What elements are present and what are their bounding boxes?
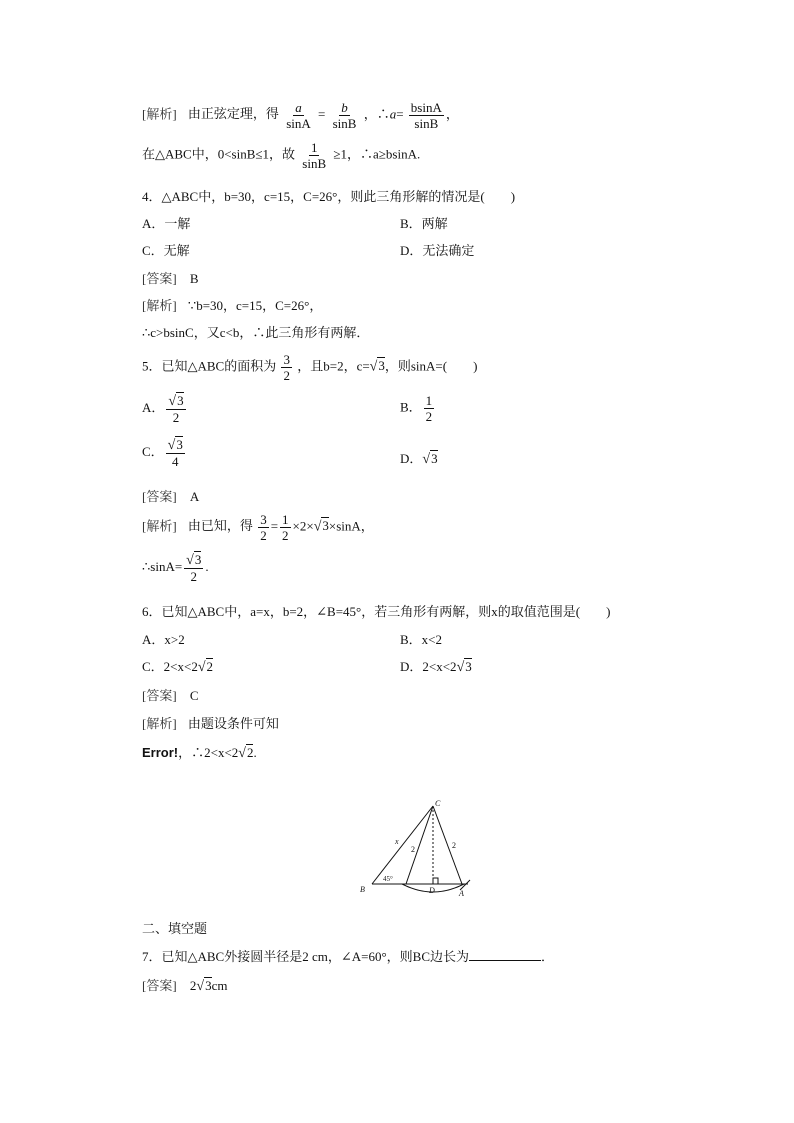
q4-analysis-2: ∴c>bsinC，又c<b，∴此三角形有两解． [142, 325, 370, 340]
q4-stem: 4．△ABC中，b=30，c=15，C=26°，则此三角形解的情况是( ) [142, 189, 516, 204]
den: sinA [286, 116, 311, 131]
q5-option-b: B． $\frac{1}{2}$ [400, 393, 433, 424]
q5-stem: 5．已知△ABC的面积为 $\frac{3}{2}$ ，且b=2，c=√3，则sinA=( ) [142, 352, 478, 383]
q6-option-d: D．2<x<2√3 [400, 659, 472, 675]
q4-option-c: C．无解 [142, 243, 190, 258]
q7-answer [142, 975, 228, 995]
right-angle-mark [433, 878, 438, 884]
q6-option-b: B．x<2 [400, 632, 443, 647]
fraction: $\frac{√3}{2}$ [186, 552, 202, 584]
q5-result [142, 552, 209, 584]
text: ，则sinA=( ) [384, 358, 478, 374]
text: 在△ABC中，0<sinB≤1，故 [142, 146, 296, 162]
triangle-figure [355, 800, 480, 900]
num: 1 [425, 393, 433, 408]
radicand: 3 [205, 978, 212, 993]
error-text: Error! [142, 745, 179, 760]
den: 2 [283, 368, 290, 383]
coef: 2 [189, 978, 197, 993]
radicand: 3 [322, 518, 329, 534]
eq: = [318, 106, 326, 122]
answer-value: B [189, 271, 199, 286]
label-d: D [429, 886, 435, 895]
q5-option-a: A． $\frac{√3}{2}$ [142, 393, 184, 425]
unit: cm [211, 978, 228, 993]
answer-tag: [答案] [142, 688, 177, 703]
eq: = [396, 106, 404, 122]
text: ，∴ [363, 106, 390, 122]
text: 7．已知△ABC外接圆半径是2 cm，∠A=60°，则BC边长为 [142, 949, 470, 964]
q4-option-a: A．一解 [142, 216, 191, 231]
side-ca [433, 806, 462, 884]
analysis-tag: [解析] [142, 298, 177, 313]
q6-option-a: A．x>2 [142, 632, 185, 647]
num: 3 [260, 512, 267, 527]
q4-option-b: B．两解 [400, 216, 448, 231]
q6-error-line: Error!，∴2<x<2√2. [142, 745, 257, 761]
text: 由题设条件可知 [187, 716, 279, 731]
var: a [389, 106, 397, 122]
num: 1 [282, 512, 289, 527]
radicand: 3 [194, 552, 202, 567]
text: 由正弦定理，得 [187, 106, 279, 122]
text: ∴sinA= [142, 558, 183, 574]
q7-stem [142, 946, 554, 965]
text: D．2<x<2 [400, 659, 457, 674]
q6-analysis [142, 713, 279, 732]
text: ∵b=30，c=15，C=26°， [187, 298, 323, 313]
answer-value: 2√3cm [189, 978, 228, 994]
q5-answer [142, 486, 199, 505]
answer-tag: [答案] [142, 489, 177, 504]
num: bsinA [410, 100, 442, 115]
fraction: $\frac{√3}{2}$ [168, 393, 184, 425]
q4-answer [142, 268, 199, 287]
text: ，且b=2，c= [297, 358, 370, 374]
text: ×2× [292, 518, 314, 534]
label-c: C [435, 800, 441, 808]
num: 3 [283, 352, 290, 367]
den: sinB [302, 156, 327, 171]
analysis-tag: [解析] [142, 106, 177, 122]
eq: = [270, 518, 279, 534]
text: ≥1，∴a≥bsinA. [333, 146, 421, 162]
answer-value: C [189, 688, 199, 703]
num: b [341, 100, 348, 115]
analysis-tag: [解析] [142, 518, 177, 534]
fraction: $\frac{√3}{4}$ [167, 437, 183, 469]
den: 2 [172, 410, 180, 425]
answer-tag: [答案] [142, 271, 177, 286]
den: sinB [332, 116, 357, 131]
q6-answer [142, 685, 199, 704]
q4-option-d: D．无法确定 [400, 243, 475, 258]
den: 2 [282, 528, 289, 543]
dot: . [205, 558, 209, 574]
den: sinB [414, 116, 439, 131]
fraction [280, 512, 291, 543]
side-bc [372, 806, 433, 884]
section-title: 二、填空题 [142, 921, 208, 936]
radicand: 2 [246, 745, 254, 760]
fraction [300, 140, 328, 171]
fraction [331, 100, 359, 131]
den: 2 [425, 409, 433, 424]
answer-tag: [答案] [142, 978, 177, 993]
text: ，∴2<x<2 [178, 745, 239, 760]
den: 2 [190, 569, 198, 584]
radicand: 3 [176, 437, 183, 452]
label-x: x [395, 837, 399, 846]
label-2-right: 2 [452, 841, 456, 850]
q5-option-d: D．√3 [400, 451, 438, 467]
fraction [424, 393, 435, 424]
analysis-tag: [解析] [142, 716, 177, 731]
label-2-left: 2 [411, 845, 415, 854]
radicand: 3 [378, 358, 385, 374]
q6-option-c: C．2<x<2√2 [142, 659, 214, 675]
label-angle: 45° [383, 875, 393, 883]
radicand: 3 [431, 451, 438, 466]
radicand: 3 [465, 659, 472, 674]
label-a: A [459, 889, 464, 898]
q4-analysis [142, 295, 322, 314]
num: 1 [310, 140, 318, 155]
text: ×sinA， [328, 518, 374, 534]
den: 4 [172, 454, 179, 469]
fraction [409, 100, 444, 131]
den: 2 [260, 528, 267, 543]
answer-blank[interactable] [469, 948, 541, 961]
label-b: B [360, 885, 365, 894]
q5-analysis: [解析] 由已知，得 $\frac{3}{2}$ = $\frac{1}{2}$ ×2×√3×sinA， [142, 512, 374, 543]
dot: . [253, 745, 257, 760]
fraction [284, 100, 313, 131]
text: 5．已知△ABC的面积为 [142, 358, 277, 374]
top-analysis-line2 [142, 140, 420, 171]
fraction [258, 512, 269, 543]
text: ． [541, 949, 555, 964]
text: 由已知，得 [187, 518, 253, 534]
answer-value: A [189, 489, 200, 504]
q6-stem: 6．已知△ABC中，a=x，b=2，∠B=45°，若三角形有两解，则x的取值范围是( ) [142, 604, 611, 619]
top-analysis-line1: [解析] 由正弦定理，得 $\frac{a}{\sin A}$ = $\frac{b}{\sin B}$ ，∴a= $\frac{bsinA}{\sin B}$ ， [142, 100, 459, 131]
text: C．2<x<2 [142, 659, 198, 674]
q5-option-c: C． $\frac{√3}{4}$ [142, 437, 183, 469]
radicand: 2 [206, 659, 214, 674]
fraction [281, 352, 292, 383]
num: a [295, 100, 302, 115]
radicand: 3 [177, 393, 184, 408]
